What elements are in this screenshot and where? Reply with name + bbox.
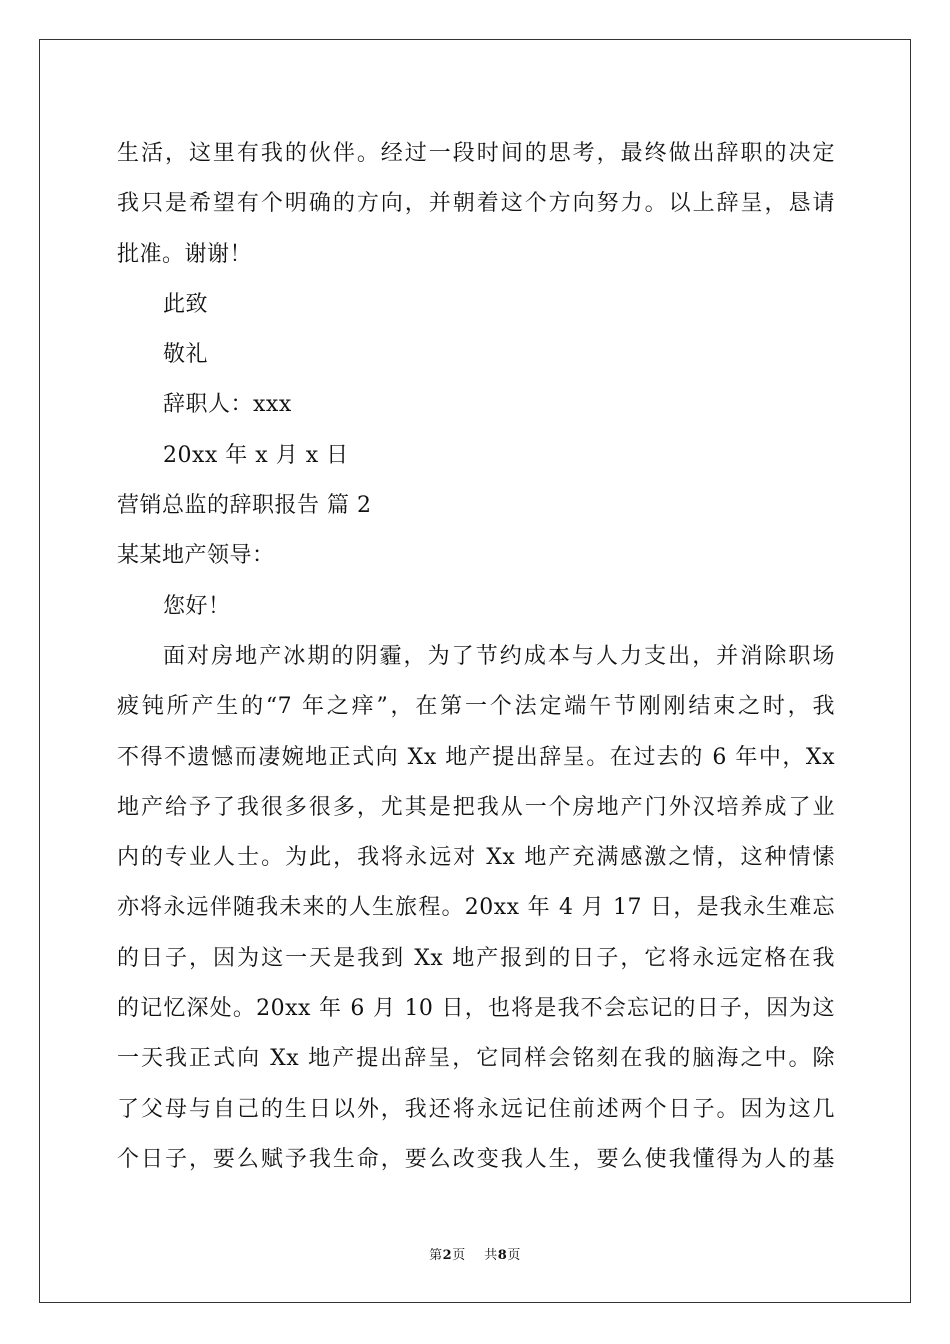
page-suffix: 页 <box>452 1248 466 1263</box>
section-heading: 营销总监的辞职报告 篇 2 <box>117 493 372 519</box>
page-footer <box>0 1244 950 1263</box>
closing-regards: 敬礼 <box>163 342 209 368</box>
paragraph-line: 我只是希望有个明确的方向，并朝着这个方向努力。以上辞呈，恳请 <box>117 191 835 217</box>
total-suffix: 页 <box>507 1248 521 1263</box>
paragraph-line: 个日子，要么赋予我生命，要么改变我人生，要么使我懂得为人的基 <box>117 1146 835 1172</box>
paragraph-line: 不得不遗憾而凄婉地正式向 Xx 地产提出辞呈。在过去的 6 年中，Xx <box>117 744 835 770</box>
total-prefix: 共 <box>484 1248 498 1263</box>
document-body <box>117 129 835 1185</box>
paragraph-line: 的记忆深处。20xx 年 6 月 10 日，也将是我不会忘记的日子，因为这 <box>117 996 835 1022</box>
greeting: 您好！ <box>163 593 231 619</box>
paragraph-line: 批准。谢谢！ <box>117 241 253 267</box>
signature-line: 辞职人：xxx <box>163 392 292 418</box>
paragraph-line: 疲钝所产生的“7 年之痒”，在第一个法定端午节刚刚结束之时，我 <box>117 694 835 720</box>
closing-salutation: 此致 <box>163 291 209 317</box>
paragraph-line: 了父母与自己的生日以外，我还将永远记住前述两个日子。因为这几 <box>117 1096 835 1122</box>
page-prefix: 第 <box>429 1248 443 1263</box>
paragraph-line: 亦将永远伴随我未来的人生旅程。20xx 年 4 月 17 日，是我永生难忘 <box>117 895 835 921</box>
paragraph-line: 面对房地产冰期的阴霾，为了节约成本与人力支出，并消除职场 <box>163 643 835 669</box>
total-pages: 8 <box>497 1248 508 1263</box>
page-number: 2 <box>442 1248 453 1263</box>
paragraph-line: 地产给予了我很多很多，尤其是把我从一个房地产门外汉培养成了业 <box>117 794 835 820</box>
addressee: 某某地产领导： <box>117 543 275 569</box>
date-line: 20xx 年 x 月 x 日 <box>163 442 349 468</box>
paragraph-line: 的日子，因为这一天是我到 Xx 地产报到的日子，它将永远定格在我 <box>117 945 835 971</box>
paragraph-line: 生活，这里有我的伙伴。经过一段时间的思考，最终做出辞职的决定 <box>117 141 835 166</box>
paragraph-line: 一天我正式向 Xx 地产提出辞呈，它同样会铭刻在我的脑海之中。除 <box>117 1046 835 1072</box>
paragraph-line: 内的专业人士。为此，我将永远对 Xx 地产充满感激之情，这种情愫 <box>117 845 835 871</box>
